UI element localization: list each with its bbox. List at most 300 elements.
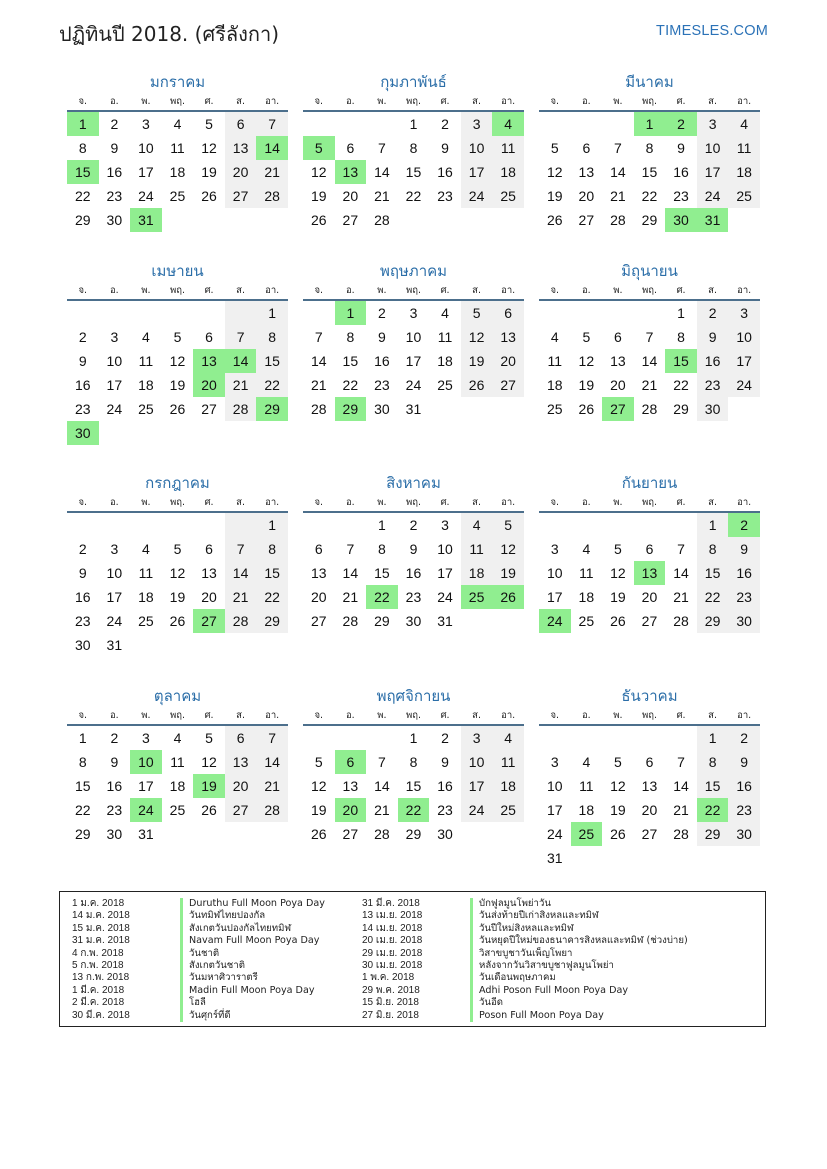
day-cell[interactable]: 1 xyxy=(409,730,418,746)
day-cell[interactable]: 2 xyxy=(409,517,418,533)
day-cell[interactable]: 26 xyxy=(169,401,186,417)
day-cell[interactable]: 25 xyxy=(169,802,186,818)
day-cell[interactable]: 24 xyxy=(106,613,123,629)
holiday-day-cell[interactable]: 2 xyxy=(665,112,697,136)
day-cell[interactable]: 3 xyxy=(461,726,493,750)
day-cell[interactable]: 3 xyxy=(728,301,760,325)
day-cell[interactable]: 21 xyxy=(673,589,689,605)
day-cell[interactable]: 22 xyxy=(342,377,359,393)
day-cell[interactable]: 27 xyxy=(201,401,217,417)
holiday-day-cell[interactable]: 31 xyxy=(130,208,162,232)
day-cell[interactable]: 26 xyxy=(461,373,493,397)
day-cell[interactable]: 14 xyxy=(310,353,327,369)
holiday-day-cell[interactable]: 26 xyxy=(492,585,524,609)
day-cell[interactable]: 20 xyxy=(310,589,327,605)
day-cell[interactable]: 13 xyxy=(641,778,658,794)
day-cell[interactable]: 20 xyxy=(225,774,257,798)
day-cell[interactable]: 13 xyxy=(225,136,257,160)
day-cell[interactable]: 12 xyxy=(310,778,327,794)
day-cell[interactable]: 29 xyxy=(697,609,729,633)
day-cell[interactable]: 29 xyxy=(697,822,729,846)
day-cell[interactable]: 18 xyxy=(578,802,595,818)
day-cell[interactable]: 5 xyxy=(614,541,622,557)
day-cell[interactable]: 16 xyxy=(74,589,91,605)
day-cell[interactable]: 3 xyxy=(110,329,119,345)
day-cell[interactable]: 29 xyxy=(673,401,689,417)
day-cell[interactable]: 5 xyxy=(173,541,182,557)
site-brand[interactable]: TIMESLES.COM xyxy=(656,23,768,39)
day-cell[interactable]: 18 xyxy=(492,160,524,184)
holiday-day-cell[interactable]: 14 xyxy=(225,349,257,373)
day-cell[interactable]: 8 xyxy=(346,329,355,345)
holiday-day-cell[interactable]: 22 xyxy=(697,798,729,822)
holiday-day-cell[interactable]: 20 xyxy=(193,373,225,397)
day-cell[interactable]: 25 xyxy=(169,188,186,204)
day-cell[interactable]: 27 xyxy=(641,826,658,842)
day-cell[interactable]: 24 xyxy=(697,184,729,208)
day-cell[interactable]: 1 xyxy=(677,305,685,321)
day-cell[interactable]: 12 xyxy=(310,164,327,180)
day-cell[interactable]: 10 xyxy=(138,140,154,156)
day-cell[interactable]: 29 xyxy=(256,609,288,633)
day-cell[interactable]: 18 xyxy=(437,353,453,369)
day-cell[interactable]: 19 xyxy=(492,561,524,585)
day-cell[interactable]: 23 xyxy=(673,188,689,204)
day-cell[interactable]: 26 xyxy=(610,826,626,842)
day-cell[interactable]: 5 xyxy=(461,301,493,325)
day-cell[interactable]: 15 xyxy=(641,164,658,180)
day-cell[interactable]: 26 xyxy=(310,826,327,842)
day-cell[interactable]: 1 xyxy=(78,730,87,746)
day-cell[interactable]: 29 xyxy=(374,613,390,629)
holiday-day-cell[interactable]: 19 xyxy=(193,774,225,798)
day-cell[interactable]: 28 xyxy=(256,798,288,822)
day-cell[interactable]: 12 xyxy=(546,164,563,180)
day-cell[interactable]: 10 xyxy=(106,353,123,369)
day-cell[interactable]: 19 xyxy=(578,377,595,393)
holiday-day-cell[interactable]: 10 xyxy=(130,750,162,774)
day-cell[interactable]: 28 xyxy=(225,397,257,421)
day-cell[interactable]: 14 xyxy=(256,750,288,774)
day-cell[interactable]: 24 xyxy=(728,373,760,397)
day-cell[interactable]: 12 xyxy=(610,778,626,794)
day-cell[interactable]: 18 xyxy=(461,561,493,585)
day-cell[interactable]: 2 xyxy=(110,730,119,746)
day-cell[interactable]: 7 xyxy=(314,329,323,345)
day-cell[interactable]: 12 xyxy=(169,353,186,369)
day-cell[interactable]: 14 xyxy=(641,353,658,369)
day-cell[interactable]: 5 xyxy=(173,329,182,345)
day-cell[interactable]: 5 xyxy=(614,754,622,770)
holiday-day-cell[interactable]: 25 xyxy=(461,585,493,609)
day-cell[interactable]: 14 xyxy=(342,565,359,581)
day-cell[interactable]: 18 xyxy=(169,164,186,180)
day-cell[interactable]: 15 xyxy=(697,774,729,798)
day-cell[interactable]: 25 xyxy=(138,401,154,417)
day-cell[interactable]: 26 xyxy=(578,401,595,417)
day-cell[interactable]: 25 xyxy=(728,184,760,208)
day-cell[interactable]: 2 xyxy=(78,329,87,345)
day-cell[interactable]: 22 xyxy=(256,373,288,397)
day-cell[interactable]: 3 xyxy=(550,541,559,557)
day-cell[interactable]: 15 xyxy=(256,561,288,585)
day-cell[interactable]: 23 xyxy=(728,585,760,609)
day-cell[interactable]: 6 xyxy=(205,329,213,345)
day-cell[interactable]: 3 xyxy=(550,754,559,770)
day-cell[interactable]: 18 xyxy=(138,589,154,605)
holiday-day-cell[interactable]: 13 xyxy=(193,349,225,373)
day-cell[interactable]: 25 xyxy=(546,401,563,417)
day-cell[interactable]: 4 xyxy=(582,541,591,557)
day-cell[interactable]: 1 xyxy=(697,513,729,537)
day-cell[interactable]: 30 xyxy=(74,637,91,653)
holiday-day-cell[interactable]: 22 xyxy=(366,585,398,609)
day-cell[interactable]: 30 xyxy=(728,822,760,846)
holiday-day-cell[interactable]: 6 xyxy=(335,750,367,774)
day-cell[interactable]: 3 xyxy=(142,730,150,746)
day-cell[interactable]: 20 xyxy=(201,589,217,605)
day-cell[interactable]: 16 xyxy=(106,778,123,794)
day-cell[interactable]: 17 xyxy=(546,802,563,818)
day-cell[interactable]: 19 xyxy=(461,349,493,373)
day-cell[interactable]: 31 xyxy=(546,850,563,866)
day-cell[interactable]: 26 xyxy=(201,188,217,204)
day-cell[interactable]: 19 xyxy=(610,589,626,605)
day-cell[interactable]: 24 xyxy=(106,401,123,417)
day-cell[interactable]: 16 xyxy=(697,349,729,373)
day-cell[interactable]: 17 xyxy=(138,778,154,794)
day-cell[interactable]: 18 xyxy=(492,774,524,798)
day-cell[interactable]: 26 xyxy=(169,613,186,629)
day-cell[interactable]: 31 xyxy=(138,826,154,842)
day-cell[interactable]: 4 xyxy=(582,754,591,770)
day-cell[interactable]: 8 xyxy=(409,754,418,770)
holiday-day-cell[interactable]: 30 xyxy=(67,421,99,445)
day-cell[interactable]: 20 xyxy=(225,160,257,184)
day-cell[interactable]: 7 xyxy=(256,112,288,136)
day-cell[interactable]: 11 xyxy=(728,136,760,160)
day-cell[interactable]: 8 xyxy=(78,754,87,770)
day-cell[interactable]: 19 xyxy=(169,377,186,393)
day-cell[interactable]: 7 xyxy=(225,325,257,349)
day-cell[interactable]: 29 xyxy=(641,212,658,228)
day-cell[interactable]: 11 xyxy=(579,565,594,581)
day-cell[interactable]: 9 xyxy=(409,541,418,557)
day-cell[interactable]: 24 xyxy=(461,184,493,208)
day-cell[interactable]: 7 xyxy=(378,754,386,770)
day-cell[interactable]: 20 xyxy=(610,377,626,393)
day-cell[interactable]: 16 xyxy=(374,353,390,369)
day-cell[interactable]: 28 xyxy=(342,613,359,629)
day-cell[interactable]: 15 xyxy=(405,164,422,180)
day-cell[interactable]: 12 xyxy=(461,325,493,349)
day-cell[interactable]: 17 xyxy=(546,589,563,605)
holiday-day-cell[interactable]: 13 xyxy=(335,160,367,184)
day-cell[interactable]: 23 xyxy=(437,802,453,818)
day-cell[interactable]: 6 xyxy=(205,541,213,557)
holiday-day-cell[interactable]: 31 xyxy=(697,208,729,232)
day-cell[interactable]: 22 xyxy=(256,585,288,609)
day-cell[interactable]: 9 xyxy=(728,537,760,561)
day-cell[interactable]: 8 xyxy=(378,541,386,557)
day-cell[interactable]: 15 xyxy=(697,561,729,585)
day-cell[interactable]: 5 xyxy=(492,513,524,537)
day-cell[interactable]: 10 xyxy=(461,750,493,774)
day-cell[interactable]: 28 xyxy=(673,613,689,629)
day-cell[interactable]: 21 xyxy=(673,802,689,818)
day-cell[interactable]: 17 xyxy=(405,353,422,369)
day-cell[interactable]: 31 xyxy=(437,613,453,629)
day-cell[interactable]: 6 xyxy=(225,112,257,136)
day-cell[interactable]: 30 xyxy=(697,397,729,421)
day-cell[interactable]: 11 xyxy=(492,136,524,160)
day-cell[interactable]: 2 xyxy=(110,116,119,132)
day-cell[interactable]: 1 xyxy=(256,301,288,325)
holiday-day-cell[interactable]: 29 xyxy=(256,397,288,421)
day-cell[interactable]: 17 xyxy=(697,160,729,184)
day-cell[interactable]: 10 xyxy=(106,565,123,581)
holiday-day-cell[interactable]: 22 xyxy=(398,798,430,822)
day-cell[interactable]: 9 xyxy=(78,353,87,369)
day-cell[interactable]: 5 xyxy=(582,329,591,345)
day-cell[interactable]: 19 xyxy=(610,802,626,818)
day-cell[interactable]: 24 xyxy=(546,826,563,842)
day-cell[interactable]: 21 xyxy=(374,188,390,204)
day-cell[interactable]: 22 xyxy=(641,188,658,204)
holiday-day-cell[interactable]: 27 xyxy=(193,609,225,633)
day-cell[interactable]: 3 xyxy=(441,517,449,533)
day-cell[interactable]: 2 xyxy=(441,116,449,132)
holiday-day-cell[interactable]: 15 xyxy=(665,349,697,373)
day-cell[interactable]: 19 xyxy=(310,802,327,818)
day-cell[interactable]: 22 xyxy=(697,585,729,609)
day-cell[interactable]: 28 xyxy=(374,826,390,842)
day-cell[interactable]: 19 xyxy=(169,589,186,605)
day-cell[interactable]: 27 xyxy=(342,826,359,842)
day-cell[interactable]: 20 xyxy=(641,589,658,605)
day-cell[interactable]: 21 xyxy=(310,377,327,393)
day-cell[interactable]: 17 xyxy=(728,349,760,373)
day-cell[interactable]: 5 xyxy=(205,730,213,746)
day-cell[interactable]: 3 xyxy=(697,112,729,136)
day-cell[interactable]: 19 xyxy=(310,188,327,204)
day-cell[interactable]: 2 xyxy=(441,730,449,746)
day-cell[interactable]: 11 xyxy=(461,537,493,561)
day-cell[interactable]: 22 xyxy=(74,188,91,204)
day-cell[interactable]: 16 xyxy=(728,561,760,585)
day-cell[interactable]: 3 xyxy=(142,116,150,132)
holiday-day-cell[interactable]: 1 xyxy=(67,112,99,136)
day-cell[interactable]: 25 xyxy=(138,613,154,629)
day-cell[interactable]: 8 xyxy=(256,537,288,561)
holiday-day-cell[interactable]: 1 xyxy=(335,301,367,325)
day-cell[interactable]: 16 xyxy=(437,778,453,794)
day-cell[interactable]: 14 xyxy=(225,561,257,585)
day-cell[interactable]: 2 xyxy=(697,301,729,325)
day-cell[interactable]: 11 xyxy=(170,140,185,156)
day-cell[interactable]: 27 xyxy=(225,798,257,822)
day-cell[interactable]: 4 xyxy=(728,112,760,136)
day-cell[interactable]: 11 xyxy=(138,565,154,581)
day-cell[interactable]: 9 xyxy=(441,754,449,770)
day-cell[interactable]: 26 xyxy=(610,613,626,629)
day-cell[interactable]: 12 xyxy=(610,565,626,581)
day-cell[interactable]: 27 xyxy=(342,212,359,228)
holiday-day-cell[interactable]: 27 xyxy=(602,397,634,421)
day-cell[interactable]: 29 xyxy=(405,826,422,842)
holiday-day-cell[interactable]: 30 xyxy=(665,208,697,232)
day-cell[interactable]: 4 xyxy=(441,305,449,321)
day-cell[interactable]: 16 xyxy=(728,774,760,798)
day-cell[interactable]: 30 xyxy=(106,826,123,842)
day-cell[interactable]: 14 xyxy=(374,778,390,794)
day-cell[interactable]: 9 xyxy=(441,140,449,156)
day-cell[interactable]: 11 xyxy=(138,353,154,369)
day-cell[interactable]: 16 xyxy=(437,164,453,180)
day-cell[interactable]: 27 xyxy=(641,613,658,629)
day-cell[interactable]: 6 xyxy=(614,329,622,345)
day-cell[interactable]: 18 xyxy=(728,160,760,184)
day-cell[interactable]: 11 xyxy=(579,778,594,794)
day-cell[interactable]: 6 xyxy=(645,541,654,557)
day-cell[interactable]: 16 xyxy=(74,377,91,393)
day-cell[interactable]: 11 xyxy=(492,750,524,774)
holiday-day-cell[interactable]: 20 xyxy=(335,798,367,822)
day-cell[interactable]: 18 xyxy=(546,377,563,393)
day-cell[interactable]: 26 xyxy=(546,212,563,228)
day-cell[interactable]: 30 xyxy=(437,826,453,842)
holiday-day-cell[interactable]: 5 xyxy=(303,136,335,160)
day-cell[interactable]: 23 xyxy=(106,188,123,204)
day-cell[interactable]: 9 xyxy=(677,140,685,156)
day-cell[interactable]: 7 xyxy=(645,329,654,345)
day-cell[interactable]: 4 xyxy=(142,329,150,345)
day-cell[interactable]: 10 xyxy=(405,329,422,345)
day-cell[interactable]: 13 xyxy=(201,565,217,581)
day-cell[interactable]: 30 xyxy=(374,401,390,417)
day-cell[interactable]: 23 xyxy=(374,377,390,393)
day-cell[interactable]: 17 xyxy=(106,589,123,605)
day-cell[interactable]: 7 xyxy=(677,541,685,557)
day-cell[interactable]: 4 xyxy=(492,726,524,750)
day-cell[interactable]: 3 xyxy=(409,305,418,321)
day-cell[interactable]: 29 xyxy=(74,826,91,842)
day-cell[interactable]: 5 xyxy=(205,116,213,132)
day-cell[interactable]: 19 xyxy=(201,164,217,180)
day-cell[interactable]: 17 xyxy=(461,160,493,184)
day-cell[interactable]: 22 xyxy=(405,188,422,204)
day-cell[interactable]: 12 xyxy=(578,353,595,369)
holiday-day-cell[interactable]: 29 xyxy=(335,397,367,421)
day-cell[interactable]: 21 xyxy=(342,589,359,605)
day-cell[interactable]: 24 xyxy=(437,589,453,605)
day-cell[interactable]: 15 xyxy=(342,353,359,369)
day-cell[interactable]: 11 xyxy=(170,754,185,770)
day-cell[interactable]: 27 xyxy=(492,373,524,397)
day-cell[interactable]: 22 xyxy=(673,377,689,393)
day-cell[interactable]: 23 xyxy=(106,802,123,818)
day-cell[interactable]: 17 xyxy=(106,377,123,393)
day-cell[interactable]: 28 xyxy=(641,401,658,417)
day-cell[interactable]: 14 xyxy=(374,164,390,180)
day-cell[interactable]: 23 xyxy=(437,188,453,204)
day-cell[interactable]: 12 xyxy=(201,754,217,770)
day-cell[interactable]: 28 xyxy=(225,609,257,633)
day-cell[interactable]: 17 xyxy=(437,565,453,581)
day-cell[interactable]: 4 xyxy=(461,513,493,537)
day-cell[interactable]: 15 xyxy=(374,565,390,581)
day-cell[interactable]: 23 xyxy=(697,373,729,397)
day-cell[interactable]: 22 xyxy=(74,802,91,818)
day-cell[interactable]: 1 xyxy=(378,517,386,533)
day-cell[interactable]: 21 xyxy=(256,774,288,798)
holiday-day-cell[interactable]: 24 xyxy=(130,798,162,822)
day-cell[interactable]: 31 xyxy=(106,637,123,653)
day-cell[interactable]: 11 xyxy=(547,353,563,369)
day-cell[interactable]: 21 xyxy=(610,188,626,204)
holiday-day-cell[interactable]: 15 xyxy=(67,160,99,184)
day-cell[interactable]: 24 xyxy=(461,798,493,822)
day-cell[interactable]: 9 xyxy=(697,325,729,349)
day-cell[interactable]: 9 xyxy=(110,140,119,156)
day-cell[interactable]: 7 xyxy=(346,541,355,557)
day-cell[interactable]: 27 xyxy=(578,212,595,228)
day-cell[interactable]: 30 xyxy=(728,609,760,633)
day-cell[interactable]: 7 xyxy=(614,140,622,156)
day-cell[interactable]: 16 xyxy=(106,164,123,180)
day-cell[interactable]: 28 xyxy=(256,184,288,208)
day-cell[interactable]: 7 xyxy=(256,726,288,750)
day-cell[interactable]: 7 xyxy=(378,140,386,156)
day-cell[interactable]: 27 xyxy=(310,613,327,629)
day-cell[interactable]: 20 xyxy=(492,349,524,373)
day-cell[interactable]: 17 xyxy=(461,774,493,798)
holiday-day-cell[interactable]: 2 xyxy=(728,513,760,537)
day-cell[interactable]: 24 xyxy=(138,188,154,204)
day-cell[interactable]: 13 xyxy=(342,778,359,794)
day-cell[interactable]: 15 xyxy=(405,778,422,794)
day-cell[interactable]: 2 xyxy=(378,305,386,321)
day-cell[interactable]: 30 xyxy=(405,613,422,629)
day-cell[interactable]: 7 xyxy=(677,754,685,770)
day-cell[interactable]: 23 xyxy=(728,798,760,822)
day-cell[interactable]: 14 xyxy=(610,164,626,180)
day-cell[interactable]: 5 xyxy=(314,754,323,770)
day-cell[interactable]: 16 xyxy=(405,565,422,581)
day-cell[interactable]: 12 xyxy=(169,565,186,581)
day-cell[interactable]: 9 xyxy=(728,750,760,774)
holiday-day-cell[interactable]: 4 xyxy=(492,112,524,136)
day-cell[interactable]: 6 xyxy=(225,726,257,750)
day-cell[interactable]: 21 xyxy=(256,160,288,184)
day-cell[interactable]: 25 xyxy=(492,184,524,208)
day-cell[interactable]: 8 xyxy=(409,140,418,156)
day-cell[interactable]: 12 xyxy=(492,537,524,561)
day-cell[interactable]: 15 xyxy=(256,349,288,373)
day-cell[interactable]: 20 xyxy=(578,188,595,204)
day-cell[interactable]: 1 xyxy=(256,513,288,537)
day-cell[interactable]: 4 xyxy=(173,730,182,746)
holiday-day-cell[interactable]: 13 xyxy=(634,561,666,585)
day-cell[interactable]: 6 xyxy=(645,754,654,770)
day-cell[interactable]: 26 xyxy=(310,212,327,228)
day-cell[interactable]: 8 xyxy=(697,750,729,774)
day-cell[interactable]: 10 xyxy=(546,778,563,794)
holiday-day-cell[interactable]: 24 xyxy=(539,609,571,633)
day-cell[interactable]: 21 xyxy=(225,585,257,609)
day-cell[interactable]: 23 xyxy=(74,401,91,417)
day-cell[interactable]: 12 xyxy=(201,140,217,156)
